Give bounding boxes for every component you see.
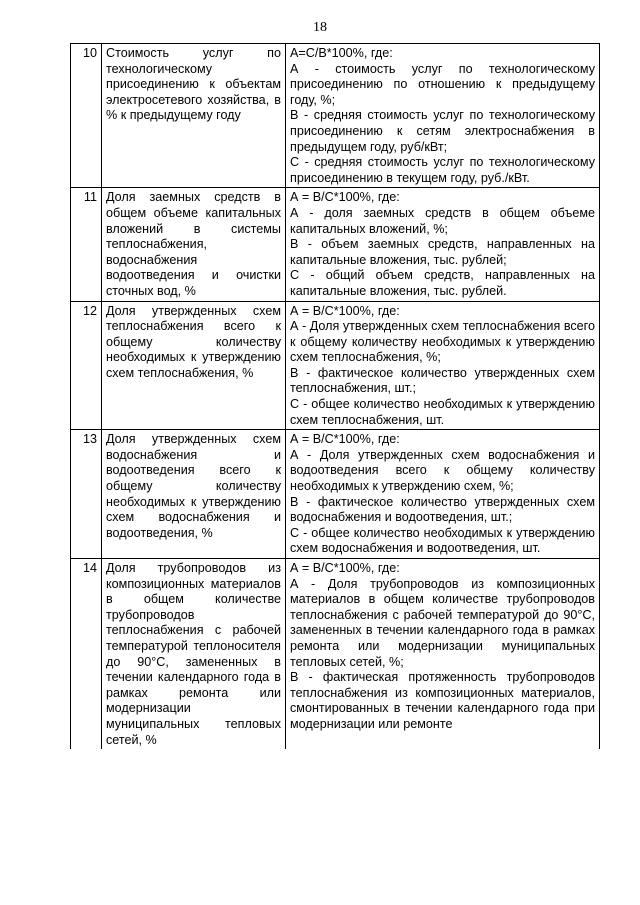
definition: В - средняя стоимость услуг по технологическому присоединению к сетям электроснабжения в предыдущем году, руб/кВт; xyxy=(290,108,595,154)
formula: А = В/С*100%, где: xyxy=(290,190,400,205)
indicator-name: Доля трубопроводов из композиционных материалов в общем количестве трубопроводов теплоснабжения с рабочей температурой теплоносителя до 90°С, замененных в течении календарного года в рамках ремонта или модернизации муниципальных тепловых сетей, % xyxy=(102,559,286,750)
row-number: 10 xyxy=(71,44,102,188)
table-row xyxy=(71,44,600,188)
definition: В - фактическое количество утвержденных схем теплоснабжения, шт.; xyxy=(290,365,595,396)
table-row xyxy=(71,188,600,301)
row-number: 11 xyxy=(71,188,102,301)
table-row xyxy=(71,301,600,430)
definition: В - фактическая протяженность трубопроводов теплоснабжения из композиционных материалов, смонтированных в течении календарного года при модернизации или ремонте xyxy=(290,670,595,731)
definition: В - фактическое количество утвержденных схем водоснабжения и водоотведения, шт.; xyxy=(290,494,595,525)
formula-cell xyxy=(286,188,600,301)
definition: А - доля заемных средств в общем объеме капитальных вложений, %; xyxy=(290,205,595,236)
table-row xyxy=(71,559,600,750)
definition: С - общее количество необходимых к утверждению схем водоснабжения и водоотведения, шт. xyxy=(290,525,595,556)
formula-cell xyxy=(286,301,600,430)
page-number: 18 xyxy=(313,20,327,35)
definition: А - стоимость услуг по технологическому присоединению по отношению к предыдущему году, %; xyxy=(290,61,595,107)
formula: А=С/В*100%, где: xyxy=(290,46,393,60)
definition: С - общий объем средств, направленных на капитальные вложения, тыс. рублей. xyxy=(290,268,595,298)
row-number: 14 xyxy=(71,559,102,750)
definition: В - объем заемных средств, направленных на капитальные вложения, тыс. рублей; xyxy=(290,237,595,267)
definition: А - Доля утвержденных схем теплоснабжения всего к общему количеству необходимых к утверждению схем теплоснабжения, %; xyxy=(290,319,595,365)
indicator-name: Стоимость услуг по технологическому присоединению к объектам электросетевого хозяйства, в % к предыдущему году xyxy=(102,44,286,188)
indicator-name: Доля заемных средств в общем объеме капитальных вложений в системы теплоснабжения, водоснабжения водоотведения и очистки сточных вод, % xyxy=(102,188,286,301)
table-row xyxy=(71,430,600,559)
row-number: 13 xyxy=(71,430,102,559)
definition: А - Доля трубопроводов из композиционных материалов в общем количестве трубопроводов теплоснабжения с рабочей температурой до 90°С, замененных в течении календарного года в рамках ремонта или модернизации муниципальных тепловых сетей, %; xyxy=(290,576,595,669)
formula-cell xyxy=(286,559,600,750)
formula-cell xyxy=(286,430,600,559)
formula: А = В/С*100%, где: xyxy=(290,432,400,447)
row-number: 12 xyxy=(71,301,102,430)
formula: А = В/С*100%, где: xyxy=(290,561,400,575)
definition: С - общее количество необходимых к утверждению схем теплоснабжения, шт. xyxy=(290,397,595,427)
formula-cell xyxy=(286,44,600,188)
formula: А = В/С*100%, где: xyxy=(290,303,400,318)
indicators-table xyxy=(70,43,600,749)
definition: А - Доля утвержденных схем водоснабжения и водоотведения всего к общему количеству необходимых к утверждению схем, %; xyxy=(290,447,595,494)
definition: С - средняя стоимость услуг по технологическому присоединению в текущем году, руб./кВт. xyxy=(290,155,595,185)
indicator-name: Доля утвержденных схем водоснабжения и водоотведения всего к общему количеству необходимых к утверждению схем водоснабжения и водоотведения, % xyxy=(102,430,286,559)
indicator-name: Доля утвержденных схем теплоснабжения всего к общему количеству необходимых к утверждению схем теплоснабжения, % xyxy=(102,301,286,430)
